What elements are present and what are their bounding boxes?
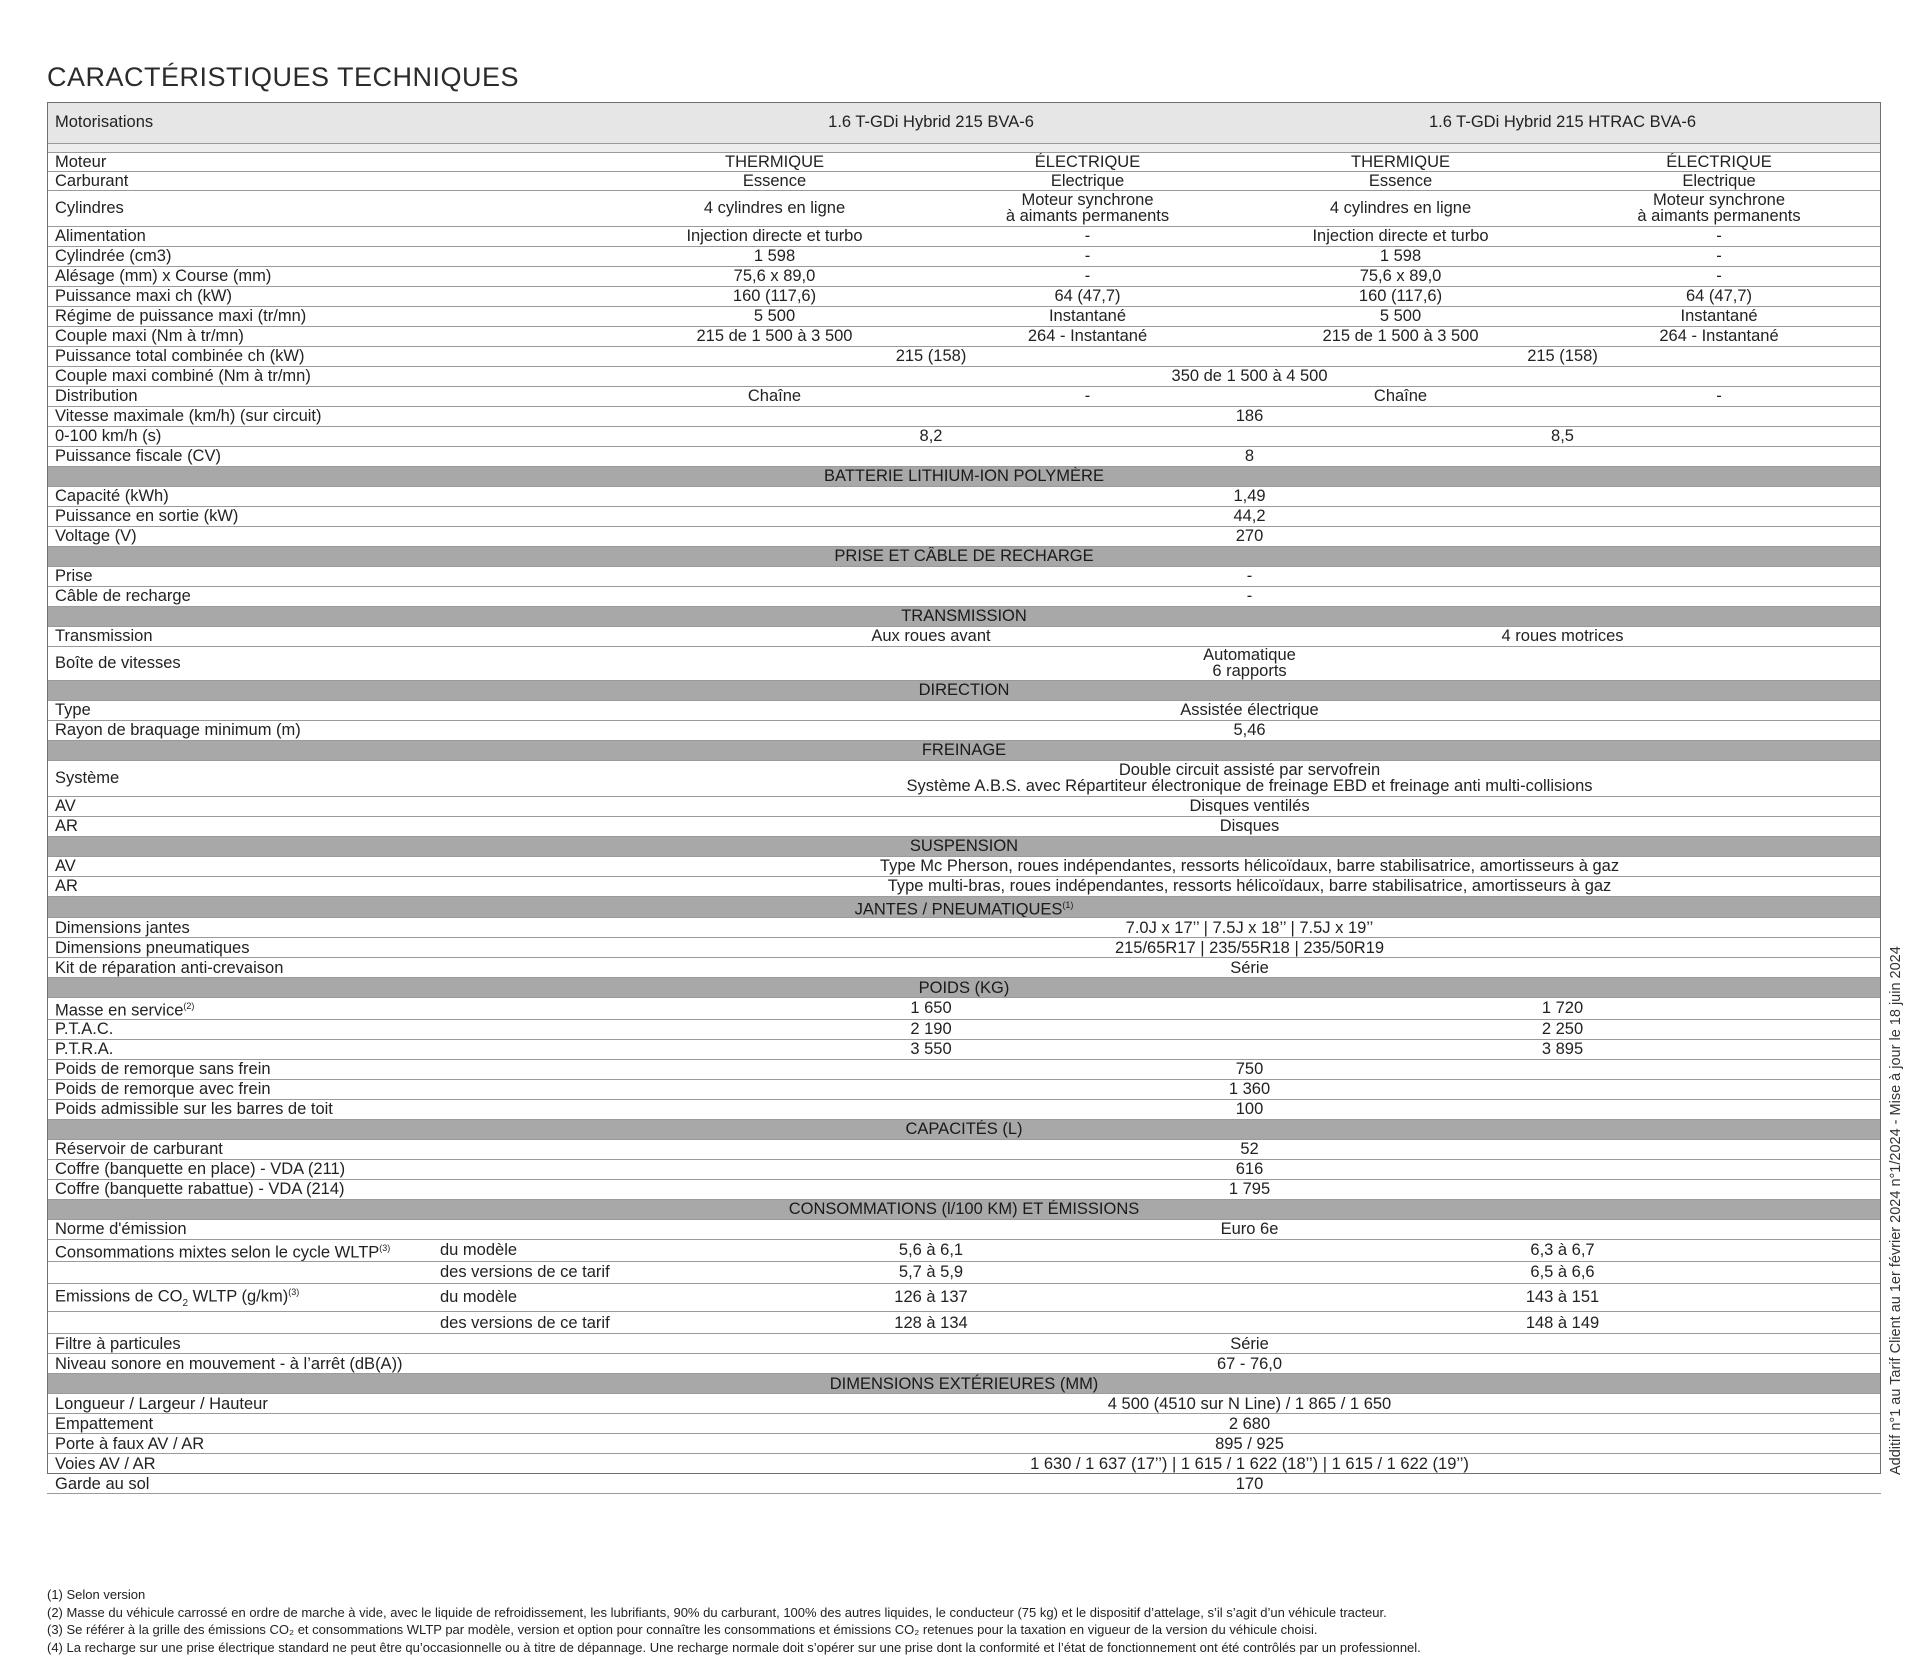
section-title: TRANSMISSION	[47, 606, 1881, 626]
table-row	[47, 566, 1881, 586]
row-label: Couple maxi combiné (Nm à tr/mn)	[47, 366, 618, 386]
cell: 264 - Instantané	[931, 326, 1244, 346]
row-label: Kit de réparation anti-crevaison	[47, 958, 618, 978]
cell: 67 - 76,0	[618, 1354, 1881, 1374]
section-title: SUSPENSION	[47, 836, 1881, 856]
table-row	[47, 1159, 1881, 1179]
cell: Assistée électrique	[618, 700, 1881, 720]
table-row	[47, 816, 1881, 836]
cell: 5,7 à 5,9	[618, 1261, 1244, 1283]
row-label: AR	[47, 816, 618, 836]
cell: Type Mc Pherson, roues indépendantes, ressorts hélicoïdaux, barre stabilisatrice, amortisseurs à gaz	[618, 856, 1881, 876]
table-row	[47, 998, 1881, 1020]
row-label: AR	[47, 876, 618, 896]
row-label: Capacité (kWh)	[47, 486, 618, 506]
cell: 5,6 à 6,1	[618, 1239, 1244, 1261]
row-label: AV	[47, 796, 618, 816]
row-label: Moteur	[47, 152, 618, 171]
header-row	[47, 102, 1881, 143]
row-label: Réservoir de carburant	[47, 1139, 618, 1159]
cell: 6,3 à 6,7	[1244, 1239, 1881, 1261]
cell: Chaîne	[1244, 386, 1557, 406]
sub-label: du modèle	[432, 1283, 618, 1312]
cell: 5 500	[618, 306, 931, 326]
table-row	[47, 586, 1881, 606]
row-label: AV	[47, 856, 618, 876]
table-row	[47, 796, 1881, 816]
section-header	[47, 546, 1881, 566]
row-label: P.T.R.A.	[47, 1039, 618, 1059]
cell: 8,2	[618, 426, 1244, 446]
cell: Essence	[1244, 171, 1557, 190]
section-title: FREINAGE	[47, 740, 1881, 760]
table-row	[47, 326, 1881, 346]
cell: 2 680	[618, 1414, 1881, 1434]
table-row	[47, 406, 1881, 426]
section-title: POIDS (KG)	[47, 978, 1881, 998]
cell: Type multi-bras, roues indépendantes, ressorts hélicoïdaux, barre stabilisatrice, amortisseurs à gaz	[618, 876, 1881, 896]
cell: 4 roues motrices	[1244, 626, 1881, 646]
header-spacer	[47, 143, 1881, 152]
row-label-text: Consommations mixtes selon le cycle WLTP	[55, 1243, 380, 1261]
row-label: Dimensions jantes	[47, 918, 618, 938]
footnote-ref: (1)	[1062, 899, 1074, 910]
cell: ÉLECTRIQUE	[1557, 152, 1881, 171]
table-row	[47, 1474, 1881, 1494]
row-label: Poids admissible sur les barres de toit	[47, 1099, 618, 1119]
cell: Injection directe et turbo	[618, 226, 931, 246]
table-row	[47, 700, 1881, 720]
row-label	[47, 1283, 432, 1312]
section-title: CONSOMMATIONS (l/100 KM) ET ÉMISSIONS	[47, 1199, 1881, 1219]
row-label	[47, 998, 618, 1020]
cell: 75,6 x 89,0	[1244, 266, 1557, 286]
cell: Série	[618, 1334, 1881, 1354]
sub-label: des versions de ce tarif	[432, 1312, 618, 1334]
table-row	[47, 938, 1881, 958]
row-label: Alimentation	[47, 226, 618, 246]
table-row	[47, 626, 1881, 646]
section-header	[47, 606, 1881, 626]
cell: 5 500	[1244, 306, 1557, 326]
cell: Série	[618, 958, 1881, 978]
section-header	[47, 740, 1881, 760]
row-label: Longueur / Largeur / Hauteur	[47, 1394, 618, 1414]
cell: 186	[618, 406, 1881, 426]
cell: 7.0J x 17’’ | 7.5J x 18’’ | 7.5J x 19’’	[618, 918, 1881, 938]
row-label: Voies AV / AR	[47, 1454, 618, 1474]
cell: 75,6 x 89,0	[618, 266, 931, 286]
cell: 1 598	[1244, 246, 1557, 266]
cell: Injection directe et turbo	[1244, 226, 1557, 246]
cell-line: Double circuit assisté par servofrein	[1118, 761, 1381, 779]
row-label: Coffre (banquette en place) - VDA (211)	[47, 1159, 618, 1179]
cell: 1 795	[618, 1179, 1881, 1199]
footnote-ref: (3)	[379, 1242, 391, 1253]
cell: 128 à 134	[618, 1312, 1244, 1334]
cell: 44,2	[618, 506, 1881, 526]
section-header	[47, 1199, 1881, 1219]
table-row	[47, 190, 1881, 226]
cell: 100	[618, 1099, 1881, 1119]
section-header	[47, 1119, 1881, 1139]
row-label: 0-100 km/h (s)	[47, 426, 618, 446]
row-label: Niveau sonore en mouvement - à l’arrêt (dB(A))	[47, 1354, 618, 1374]
cell: 8,5	[1244, 426, 1881, 446]
cell: THERMIQUE	[618, 152, 931, 171]
row-label: Câble de recharge	[47, 586, 618, 606]
cell: -	[931, 386, 1244, 406]
spec-table	[47, 102, 1881, 1494]
row-label: Rayon de braquage minimum (m)	[47, 720, 618, 740]
row-label: Poids de remorque avec frein	[47, 1079, 618, 1099]
cell: -	[1557, 386, 1881, 406]
section-header	[47, 836, 1881, 856]
side-note: Additif n°1 au Tarif Client au 1er février 2024 n°1/2024 - Mise à jour le 18 juin 2024	[1888, 946, 1904, 1475]
cell: 5,46	[618, 720, 1881, 740]
section-header	[47, 1374, 1881, 1394]
footnote: (2) Masse du véhicule carrossé en ordre de marche à vide, avec le liquide de refroidissement, les lubrifiants, 90% du carburant, 100% des autres liquides, le conducteur (75 kg) et le dispositif d’attelage, s’il s’agit d’un véhicule tracteur.	[47, 1604, 1387, 1620]
row-label: Empattement	[47, 1414, 618, 1434]
cell: 64 (47,7)	[1557, 286, 1881, 306]
cell: Aux roues avant	[618, 626, 1244, 646]
cell: -	[1557, 266, 1881, 286]
row-label: Système	[47, 760, 618, 796]
row-label: Filtre à particules	[47, 1334, 618, 1354]
cell: 215/65R17 | 235/55R18 | 235/50R19	[618, 938, 1881, 958]
table-row	[47, 918, 1881, 938]
table-row	[47, 226, 1881, 246]
row-label: Distribution	[47, 386, 618, 406]
row-label: Coffre (banquette rabattue) - VDA (214)	[47, 1179, 618, 1199]
cell-line: Moteur synchrone	[1021, 191, 1154, 209]
section-title: PRISE ET CÂBLE DE RECHARGE	[47, 546, 1881, 566]
row-label: Puissance maxi ch (kW)	[47, 286, 618, 306]
table-row	[47, 1261, 1881, 1283]
cell: 1 360	[618, 1079, 1881, 1099]
cell: 126 à 137	[618, 1283, 1244, 1312]
cell: -	[618, 586, 1881, 606]
cell: 8	[618, 446, 1881, 466]
row-label: Transmission	[47, 626, 618, 646]
sub-label: des versions de ce tarif	[432, 1261, 618, 1283]
table-row	[47, 1179, 1881, 1199]
row-label-text: Emissions de CO	[55, 1287, 183, 1305]
cell: 215 (158)	[618, 346, 1244, 366]
table-row	[47, 1019, 1881, 1039]
cell: 616	[618, 1159, 1881, 1179]
cell: 6,5 à 6,6	[1244, 1261, 1881, 1283]
cell: -	[1557, 246, 1881, 266]
table-row	[47, 286, 1881, 306]
cell: 895 / 925	[618, 1434, 1881, 1454]
table-row	[47, 1059, 1881, 1079]
table-row	[47, 646, 1881, 680]
subscript: 2	[182, 1297, 189, 1309]
cell: THERMIQUE	[1244, 152, 1557, 171]
cell: Instantané	[1557, 306, 1881, 326]
table-row	[47, 1039, 1881, 1059]
table-row	[47, 306, 1881, 326]
cell-line: Système A.B.S. avec Répartiteur électronique de freinage EBD et freinage anti multi-collisions	[906, 777, 1593, 795]
cell: 3 550	[618, 1039, 1244, 1059]
cell: Disques ventilés	[618, 796, 1881, 816]
table-row	[47, 1219, 1881, 1239]
model-2-header: 1.6 T-GDi Hybrid 215 HTRAC BVA-6	[1244, 102, 1881, 143]
cell: 215 de 1 500 à 3 500	[1244, 326, 1557, 346]
row-label: Garde au sol	[47, 1474, 618, 1494]
footnote: (3) Se référer à la grille des émissions CO₂ et consommations WLTP par modèle, version et option pour connaître les consommations et émissions CO₂ retenues pour la taxation en vigueur de la version du véhicule choisi.	[47, 1622, 1318, 1637]
section-title: DIMENSIONS EXTÉRIEURES (MM)	[47, 1374, 1881, 1394]
cell: 1,49	[618, 486, 1881, 506]
section-title	[47, 896, 1881, 918]
cell: 2 190	[618, 1019, 1244, 1039]
row-label	[47, 1312, 432, 1334]
cell: 4 cylindres en ligne	[618, 190, 931, 226]
section-title: BATTERIE LITHIUM-ION POLYMÈRE	[47, 466, 1881, 486]
table-row	[47, 1099, 1881, 1119]
cell: 1 720	[1244, 998, 1881, 1020]
cell-line: Moteur synchrone	[1652, 191, 1786, 209]
cell: 3 895	[1244, 1039, 1881, 1059]
cell: Euro 6e	[618, 1219, 1881, 1239]
row-label: P.T.A.C.	[47, 1019, 618, 1039]
cell-line: à aimants permanents	[1637, 207, 1801, 225]
section-title: CAPACITÉS (L)	[47, 1119, 1881, 1139]
row-label: Boîte de vitesses	[47, 646, 618, 680]
footnotes	[47, 1586, 1421, 1656]
table-row	[47, 246, 1881, 266]
table-row	[47, 958, 1881, 978]
row-label: Norme d'émission	[47, 1219, 618, 1239]
cell	[1557, 190, 1881, 226]
row-label	[47, 1261, 432, 1283]
row-label: Dimensions pneumatiques	[47, 938, 618, 958]
table-row	[47, 760, 1881, 796]
table-row	[47, 171, 1881, 190]
cell: 170	[618, 1474, 1881, 1494]
table-row	[47, 426, 1881, 446]
cell	[618, 646, 1881, 680]
row-label: Puissance fiscale (CV)	[47, 446, 618, 466]
motorisations-label: Motorisations	[47, 102, 618, 143]
section-title-text: JANTES / PNEUMATIQUES	[854, 900, 1063, 918]
table-row	[47, 266, 1881, 286]
cell: 2 250	[1244, 1019, 1881, 1039]
table-row	[47, 1239, 1881, 1261]
cell: Electrique	[1557, 171, 1881, 190]
table-row	[47, 1394, 1881, 1414]
cell: 270	[618, 526, 1881, 546]
cell: 1 598	[618, 246, 931, 266]
cell: Electrique	[931, 171, 1244, 190]
cell	[931, 190, 1244, 226]
sub-label: du modèle	[432, 1239, 618, 1261]
cell: 160 (117,6)	[1244, 286, 1557, 306]
cell: 350 de 1 500 à 4 500	[618, 366, 1881, 386]
cell: 215 (158)	[1244, 346, 1881, 366]
row-label: Prise	[47, 566, 618, 586]
cell: 52	[618, 1139, 1881, 1159]
table-row	[47, 1434, 1881, 1454]
cell-line: 6 rapports	[1212, 662, 1287, 680]
table-row	[47, 1139, 1881, 1159]
cell: Chaîne	[618, 386, 931, 406]
table-row	[47, 346, 1881, 366]
row-label: Alésage (mm) x Course (mm)	[47, 266, 618, 286]
row-label: Porte à faux AV / AR	[47, 1434, 618, 1454]
row-label: Puissance total combinée ch (kW)	[47, 346, 618, 366]
cell-line: Automatique	[1203, 646, 1296, 664]
row-label: Type	[47, 700, 618, 720]
footnote: (1) Selon version	[47, 1587, 146, 1602]
table-row	[47, 1454, 1881, 1474]
cell: Instantané	[931, 306, 1244, 326]
footnote-ref: (2)	[183, 1001, 195, 1011]
table-row	[47, 506, 1881, 526]
section-header	[47, 896, 1881, 918]
cell: 264 - Instantané	[1557, 326, 1881, 346]
footnote: (4) La recharge sur une prise électrique standard ne peut être qu’occasionnelle ou à titre de dépannage. Une recharge normale doit s’opérer sur une prise dont la conformité et l’état de fonctionnement ont été contrôlés par un professionnel.	[47, 1639, 1421, 1655]
cell: -	[931, 226, 1244, 246]
cell: 750	[618, 1059, 1881, 1079]
cell: 215 de 1 500 à 3 500	[618, 326, 931, 346]
table-row	[47, 486, 1881, 506]
cell	[618, 760, 1881, 796]
row-label: Carburant	[47, 171, 618, 190]
row-label-text: WLTP (g/km)	[188, 1287, 289, 1305]
row-label: Cylindres	[47, 190, 618, 226]
table-row	[47, 1079, 1881, 1099]
row-label: Couple maxi (Nm à tr/mn)	[47, 326, 618, 346]
page-title: CARACTÉRISTIQUES TECHNIQUES	[47, 62, 520, 92]
table-row	[47, 856, 1881, 876]
row-label-text: Masse en service	[55, 1001, 184, 1019]
cell: ÉLECTRIQUE	[931, 152, 1244, 171]
table-row	[47, 446, 1881, 466]
cell: 1 650	[618, 998, 1244, 1020]
row-label: Régime de puissance maxi (tr/mn)	[47, 306, 618, 326]
table-row	[47, 1334, 1881, 1354]
table-row	[47, 720, 1881, 740]
row-label: Cylindrée (cm3)	[47, 246, 618, 266]
table-row	[47, 152, 1881, 171]
table-row	[47, 1283, 1881, 1312]
cell: -	[618, 566, 1881, 586]
table-row	[47, 1312, 1881, 1334]
row-label: Puissance en sortie (kW)	[47, 506, 618, 526]
table-row	[47, 366, 1881, 386]
table-row	[47, 1414, 1881, 1434]
cell: 4 cylindres en ligne	[1244, 190, 1557, 226]
section-title: DIRECTION	[47, 680, 1881, 700]
table-row	[47, 876, 1881, 896]
cell: -	[931, 266, 1244, 286]
section-header	[47, 466, 1881, 486]
cell: -	[931, 246, 1244, 266]
table-row	[47, 526, 1881, 546]
row-label	[47, 1239, 432, 1261]
cell: -	[1557, 226, 1881, 246]
cell: 148 à 149	[1244, 1312, 1881, 1334]
row-label: Voltage (V)	[47, 526, 618, 546]
cell: 160 (117,6)	[618, 286, 931, 306]
table-row	[47, 386, 1881, 406]
cell: 1 630 / 1 637 (17’’) | 1 615 / 1 622 (18’’) | 1 615 / 1 622 (19’’)	[618, 1454, 1881, 1474]
cell: 4 500 (4510 sur N Line) / 1 865 / 1 650	[618, 1394, 1881, 1414]
row-label: Vitesse maximale (km/h) (sur circuit)	[47, 406, 618, 426]
model-1-header: 1.6 T-GDi Hybrid 215 BVA-6	[618, 102, 1244, 143]
cell: 64 (47,7)	[931, 286, 1244, 306]
cell: 143 à 151	[1244, 1283, 1881, 1312]
cell: Essence	[618, 171, 931, 190]
table-row	[47, 1354, 1881, 1374]
section-header	[47, 680, 1881, 700]
row-label: Poids de remorque sans frein	[47, 1059, 618, 1079]
cell-line: à aimants permanents	[1005, 207, 1170, 225]
section-header	[47, 978, 1881, 998]
footnote-ref: (3)	[288, 1286, 300, 1297]
cell: Disques	[618, 816, 1881, 836]
